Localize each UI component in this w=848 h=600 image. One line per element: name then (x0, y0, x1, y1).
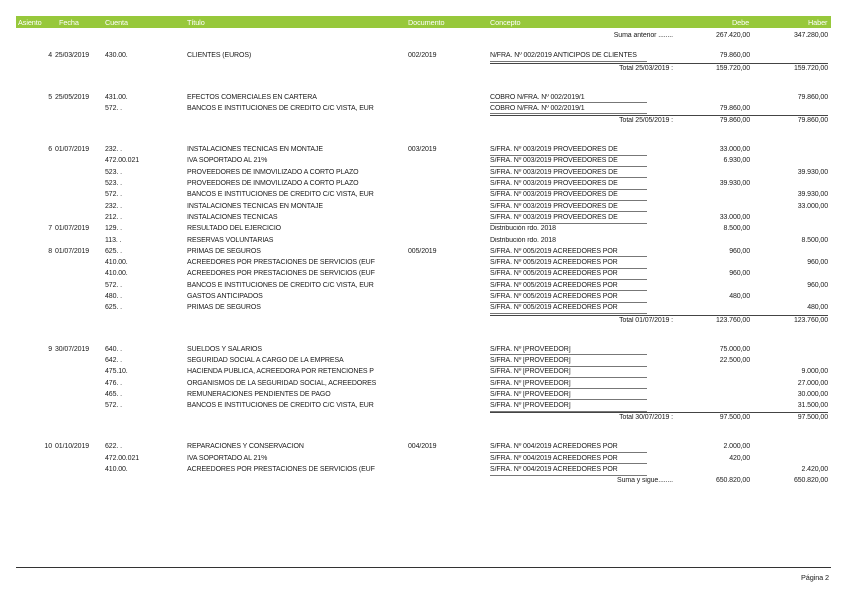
titulo-cell: ACREEDORES POR PRESTACIONES DE SERVICIOS (EUF (187, 466, 375, 474)
haber-cell: 33.000,00 (797, 202, 828, 210)
documento-cell: 004/2019 (408, 443, 437, 451)
titulo-cell: BANCOS E INSTITUCIONES DE CREDITO C/C VISTA, EUR (187, 281, 374, 289)
debe-cell: 79.860,00 (719, 104, 750, 112)
fecha-cell: 01/10/2019 (55, 443, 90, 451)
asiento-cell: 4 (48, 52, 52, 60)
table-row (16, 379, 831, 390)
haber-total-cell: 650.820,00 (793, 477, 828, 485)
header-haber: Haber (808, 18, 828, 27)
haber-total-cell: 347.280,00 (793, 32, 828, 39)
concepto-cell: S/FRA. Nº 004/2019 ACREEDORES POR (490, 455, 647, 465)
asiento-cell: 9 (48, 345, 52, 353)
cuenta-cell: 572. . (105, 402, 122, 410)
summary-row (16, 31, 831, 42)
debe-total-cell: 267.420,00 (715, 32, 750, 39)
cuenta-cell: 410.00. (105, 270, 128, 278)
haber-cell: 39.930,00 (797, 191, 828, 199)
summary-label: Total 30/07/2019 : (619, 414, 673, 422)
concepto-cell: S/FRA. Nº 005/2019 ACREEDORES POR (490, 304, 647, 314)
debe-cell: 39.930,00 (719, 180, 750, 188)
page-number: Página 2 (800, 573, 829, 582)
haber-total-cell: 123.760,00 (793, 316, 828, 324)
cuenta-cell: 431.00. (105, 93, 128, 101)
cuenta-cell: 625. . (105, 304, 122, 312)
table-row (16, 224, 831, 235)
spacer-row (16, 84, 831, 93)
debe-cell: 960,00 (729, 247, 750, 255)
header-documento: Documento (408, 18, 445, 27)
cuenta-cell: 212. . (105, 213, 122, 221)
table-row (16, 303, 831, 314)
cuenta-cell: 410.00. (105, 259, 128, 267)
total-row (16, 315, 831, 327)
fecha-cell: 01/07/2019 (55, 225, 90, 233)
haber-cell: 960,00 (807, 259, 828, 267)
haber-cell: 480,00 (807, 304, 828, 312)
titulo-cell: PRIMAS DE SEGUROS (187, 247, 261, 255)
cuenta-cell: 523. . (105, 180, 122, 188)
cuenta-cell: 572. . (105, 191, 122, 199)
table-header (16, 16, 831, 28)
titulo-cell: CLIENTES (EUROS) (187, 52, 252, 60)
fecha-cell: 25/05/2019 (55, 93, 90, 101)
table-row (16, 104, 831, 115)
cuenta-cell: 572. . (105, 281, 122, 289)
haber-cell: 30.000,00 (797, 390, 828, 398)
concepto-cell: S/FRA. Nº 005/2019 ACREEDORES POR (490, 248, 647, 258)
documento-cell: 005/2019 (408, 247, 437, 255)
titulo-cell: IVA SOPORTADO AL 21% (187, 157, 268, 165)
total-divider (490, 115, 828, 116)
total-row (16, 63, 831, 75)
table-row (16, 93, 831, 104)
concepto-cell: COBRO N/FRA. Nº 002/2019/1 (490, 94, 647, 104)
table-row (16, 454, 831, 465)
titulo-cell: PRIMAS DE SEGUROS (187, 304, 261, 312)
cuenta-cell: 523. . (105, 168, 122, 176)
cuenta-cell: 640. . (105, 345, 122, 353)
concepto-cell: Distribución rdo. 2018 (490, 236, 556, 244)
table-row (16, 202, 831, 213)
table-row (16, 213, 831, 224)
haber-cell: 27.000,00 (797, 379, 828, 387)
cuenta-cell: 232. . (105, 202, 122, 210)
cuenta-cell: 232. . (105, 146, 122, 154)
haber-cell: 31.500,00 (797, 402, 828, 410)
titulo-cell: HACIENDA PUBLICA, ACREEDORA POR RETENCIONES P (187, 368, 374, 376)
titulo-cell: PROVEEDORES DE INMOVILIZADO A CORTO PLAZO (187, 180, 359, 188)
header-cuenta: Cuenta (105, 18, 128, 27)
haber-cell: 9.000,00 (801, 368, 828, 376)
cuenta-cell: 622. . (105, 443, 122, 451)
concepto-cell: S/FRA. Nº 005/2019 ACREEDORES POR (490, 282, 647, 292)
concepto-cell: S/FRA. Nº [PROVEEDOR] (490, 346, 647, 356)
table-row (16, 168, 831, 179)
table-row (16, 390, 831, 401)
titulo-cell: SEGURIDAD SOCIAL A CARGO DE LA EMPRESA (187, 356, 344, 364)
header-titulo: Título (187, 18, 205, 27)
table-row (16, 442, 831, 453)
spacer-row (16, 424, 831, 433)
table-row (16, 190, 831, 201)
table-row (16, 247, 831, 258)
summary-row (16, 476, 831, 487)
summary-label: Suma y sigue........ (617, 477, 673, 485)
titulo-cell: RESERVAS VOLUNTARIAS (187, 236, 274, 244)
header-debe: Debe (732, 18, 750, 27)
total-divider (490, 315, 828, 316)
concepto-cell: S/FRA. Nº 003/2019 PROVEEDORES DE (490, 214, 647, 224)
spacer-row (16, 136, 831, 145)
debe-total-cell: 159.720,00 (715, 64, 750, 72)
asiento-cell: 7 (48, 225, 52, 233)
asiento-cell: 6 (48, 146, 52, 154)
table-row (16, 51, 831, 62)
table-row (16, 145, 831, 156)
haber-cell: 79.860,00 (797, 93, 828, 101)
cuenta-cell: 113. . (105, 236, 122, 244)
table-row (16, 236, 831, 247)
concepto-cell: S/FRA. Nº 003/2019 PROVEEDORES DE (490, 157, 647, 167)
concepto-cell: S/FRA. Nº [PROVEEDOR] (490, 402, 647, 412)
haber-total-cell: 97.500,00 (797, 414, 828, 422)
fecha-cell: 01/07/2019 (55, 247, 90, 255)
table-row (16, 465, 831, 476)
haber-cell: 960,00 (807, 281, 828, 289)
total-divider (490, 63, 828, 64)
table-row (16, 292, 831, 303)
debe-cell: 480,00 (729, 293, 750, 301)
cuenta-cell: 572. . (105, 104, 122, 112)
fecha-cell: 30/07/2019 (55, 345, 90, 353)
concepto-cell: S/FRA. Nº 005/2019 ACREEDORES POR (490, 270, 647, 280)
asiento-cell: 5 (48, 93, 52, 101)
table-row (16, 281, 831, 292)
concepto-cell: S/FRA. Nº 005/2019 ACREEDORES POR (490, 259, 647, 269)
debe-total-cell: 123.760,00 (715, 316, 750, 324)
titulo-cell: ACREEDORES POR PRESTACIONES DE SERVICIOS (EUF (187, 270, 375, 278)
debe-cell: 33.000,00 (719, 146, 750, 154)
header-concepto: Concepto (490, 18, 521, 27)
table-row (16, 401, 831, 412)
debe-total-cell: 650.820,00 (715, 477, 750, 485)
titulo-cell: INSTALACIONES TECNICAS EN MONTAJE (187, 146, 323, 154)
fecha-cell: 25/03/2019 (55, 52, 90, 60)
haber-cell: 8.500,00 (801, 236, 828, 244)
titulo-cell: BANCOS E INSTITUCIONES DE CREDITO C/C VISTA, EUR (187, 104, 374, 112)
cuenta-cell: 465. . (105, 390, 122, 398)
concepto-cell: S/FRA. Nº [PROVEEDOR] (490, 368, 647, 378)
summary-label: Total 25/03/2019 : (619, 64, 673, 72)
titulo-cell: EFECTOS COMERCIALES EN CARTERA (187, 93, 317, 101)
debe-cell: 960,00 (729, 270, 750, 278)
concepto-cell: S/FRA. Nº 003/2019 PROVEEDORES DE (490, 191, 647, 201)
cuenta-cell: 480. . (105, 293, 122, 301)
concepto-cell: S/FRA. Nº 003/2019 PROVEEDORES DE (490, 180, 647, 190)
summary-label: Suma anterior ........ (613, 32, 673, 39)
titulo-cell: BANCOS E INSTITUCIONES DE CREDITO C/C VISTA, EUR (187, 191, 374, 199)
concepto-cell: S/FRA. Nº 003/2019 PROVEEDORES DE (490, 169, 647, 179)
documento-cell: 003/2019 (408, 146, 437, 154)
concepto-cell: S/FRA. Nº 004/2019 ACREEDORES POR (490, 466, 647, 476)
concepto-cell: Distribución rdo. 2018 (490, 225, 556, 233)
documento-cell: 002/2019 (408, 52, 437, 60)
summary-label: Total 01/07/2019 : (619, 316, 673, 324)
concepto-cell: S/FRA. Nº [PROVEEDOR] (490, 357, 647, 367)
haber-total-cell: 79.860,00 (797, 117, 828, 125)
titulo-cell: REPARACIONES Y CONSERVACION (187, 443, 304, 451)
debe-total-cell: 79.860,00 (719, 117, 750, 125)
total-row (16, 412, 831, 424)
total-divider (490, 412, 828, 413)
table-row (16, 156, 831, 167)
titulo-cell: INSTALACIONES TECNICAS EN MONTAJE (187, 202, 323, 210)
concepto-cell: N/FRA. Nº 002/2019 ANTICIPOS DE CLIENTES (490, 52, 647, 62)
table-row (16, 367, 831, 378)
cuenta-cell: 475.10. (105, 368, 128, 376)
table-row (16, 269, 831, 280)
cuenta-cell: 430.00. (105, 52, 128, 60)
asiento-cell: 10 (44, 443, 52, 451)
titulo-cell: BANCOS E INSTITUCIONES DE CREDITO C/C VISTA, EUR (187, 402, 374, 410)
spacer-row (16, 127, 831, 136)
titulo-cell: IVA SOPORTADO AL 21% (187, 454, 268, 462)
spacer-row (16, 75, 831, 84)
titulo-cell: INSTALACIONES TECNICAS (187, 213, 278, 221)
concepto-cell: S/FRA. Nº 005/2019 ACREEDORES POR (490, 293, 647, 303)
spacer-row (16, 433, 831, 442)
haber-cell: 39.930,00 (797, 168, 828, 176)
cuenta-cell: 410.00. (105, 466, 128, 474)
total-row (16, 115, 831, 127)
titulo-cell: SUELDOS Y SALARIOS (187, 345, 262, 353)
debe-cell: 8.500,00 (723, 225, 750, 233)
table-row (16, 356, 831, 367)
concepto-cell: S/FRA. Nº 004/2019 ACREEDORES POR (490, 443, 647, 453)
cuenta-cell: 129. . (105, 225, 122, 233)
titulo-cell: REMUNERACIONES PENDIENTES DE PAGO (187, 390, 331, 398)
cuenta-cell: 472.00.021 (105, 454, 140, 462)
concepto-cell: S/FRA. Nº 003/2019 PROVEEDORES DE (490, 146, 647, 156)
spacer-row (16, 327, 831, 336)
titulo-cell: PROVEEDORES DE INMOVILIZADO A CORTO PLAZO (187, 168, 359, 176)
haber-total-cell: 159.720,00 (793, 64, 828, 72)
cuenta-cell: 642. . (105, 356, 122, 364)
debe-cell: 6.930,00 (723, 157, 750, 165)
concepto-cell: S/FRA. Nº [PROVEEDOR] (490, 391, 647, 401)
spacer-row (16, 42, 831, 51)
cuenta-cell: 625. . (105, 247, 122, 255)
titulo-cell: ACREEDORES POR PRESTACIONES DE SERVICIOS (EUF (187, 259, 375, 267)
debe-cell: 420,00 (729, 454, 750, 462)
titulo-cell: RESULTADO DEL EJERCICIO (187, 225, 282, 233)
cuenta-cell: 476. . (105, 379, 122, 387)
table-row (16, 179, 831, 190)
debe-cell: 79.860,00 (719, 52, 750, 60)
haber-cell: 2.420,00 (801, 466, 828, 474)
table-row (16, 258, 831, 269)
debe-cell: 75.000,00 (719, 345, 750, 353)
debe-cell: 2.000,00 (723, 443, 750, 451)
header-fecha: Fecha (59, 18, 79, 27)
journal-entries (16, 31, 831, 488)
debe-total-cell: 97.500,00 (719, 414, 750, 422)
summary-label: Total 25/05/2019 : (619, 117, 673, 125)
concepto-cell: S/FRA. Nº [PROVEEDOR] (490, 380, 647, 390)
debe-cell: 22.500,00 (719, 356, 750, 364)
cuenta-cell: 472.00.021 (105, 157, 140, 165)
concepto-cell: COBRO N/FRA. Nº 002/2019/1 (490, 105, 647, 115)
footer-divider (16, 567, 831, 568)
debe-cell: 33.000,00 (719, 213, 750, 221)
fecha-cell: 01/07/2019 (55, 146, 90, 154)
table-row (16, 345, 831, 356)
asiento-cell: 8 (48, 247, 52, 255)
header-asiento: Asiento (18, 18, 42, 27)
spacer-row (16, 336, 831, 345)
titulo-cell: GASTOS ANTICIPADOS (187, 293, 263, 301)
concepto-cell: S/FRA. Nº 003/2019 PROVEEDORES DE (490, 203, 647, 213)
titulo-cell: ORGANISMOS DE LA SEGURIDAD SOCIAL, ACREEDORES (187, 379, 377, 387)
